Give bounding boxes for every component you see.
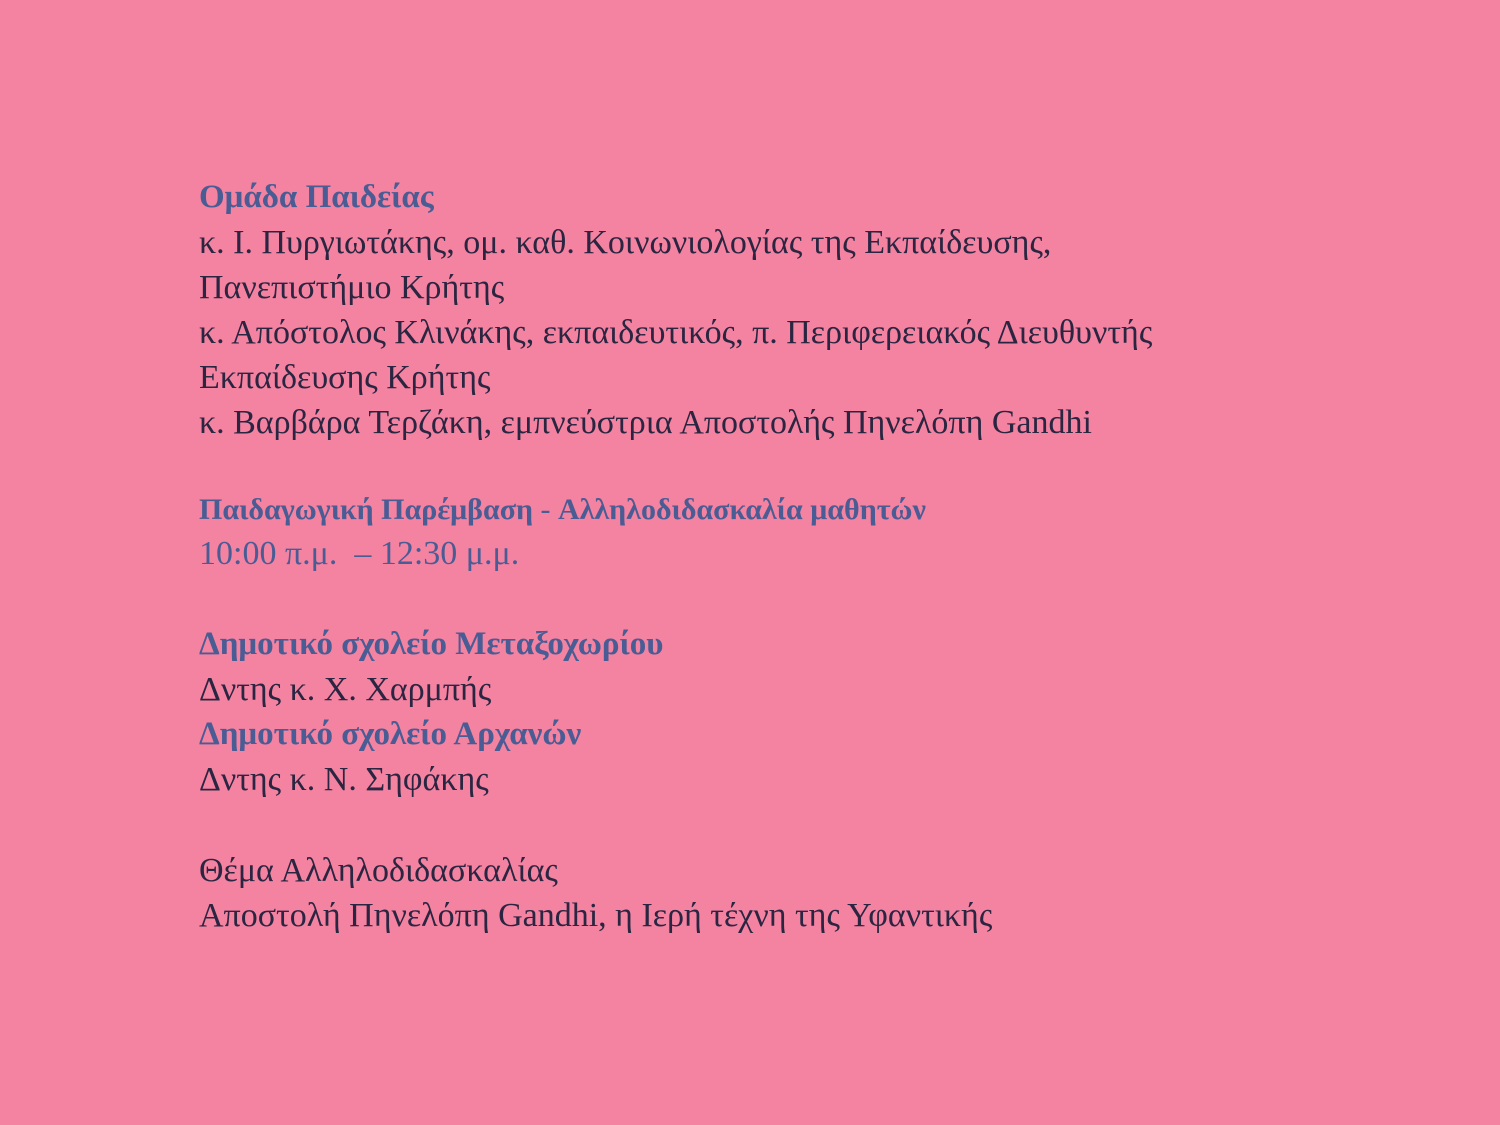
intervention-title-part1: Παιδαγωγική Παρέμβαση <box>199 493 534 526</box>
school-director: Δντης κ. Χ. Χαρμπής <box>199 671 492 708</box>
spacer <box>199 445 1399 489</box>
theme-label: Θέμα Αλληλοδιδασκαλίας <box>199 852 558 889</box>
school-name: Δημοτικό σχολείο Μεταξοχωρίου <box>199 626 664 662</box>
intervention-title-separator: - <box>533 493 559 526</box>
intervention-time: 10:00 π.μ. – 12:30 μ.μ. <box>199 535 520 572</box>
intervention-title-part2: Αλληλοδιδασκαλία μαθητών <box>558 493 926 526</box>
school-name: Δημοτικό σχολείο Αρχανών <box>199 716 582 752</box>
team-member-line: Εκπαίδευσης Κρήτης <box>199 359 491 396</box>
intervention-title <box>199 489 1399 531</box>
spacer <box>199 802 1399 848</box>
school-director: Δντης κ. Ν. Σηφάκης <box>199 761 489 798</box>
team-member-line: κ. Ι. Πυργιωτάκης, ομ. καθ. Κοινωνιολογίας της Εκπαίδευσης, <box>199 224 1052 261</box>
team-member-line: Πανεπιστήμιο Κρήτης <box>199 269 505 306</box>
team-member-line: κ. Βαρβάρα Τερζάκη, εμπνεύστρια Αποστολής Πηνελόπη Gandhi <box>199 404 1092 441</box>
theme-value: Αποστολή Πηνελόπη Gandhi, η Ιερή τέχνη της Υφαντικής <box>199 897 993 934</box>
spacer <box>199 576 1399 622</box>
document-page <box>199 175 1399 938</box>
education-team-heading: Ομάδα Παιδείας <box>199 179 434 215</box>
team-member-line: κ. Απόστολος Κλινάκης, εκπαιδευτικός, π. Περιφερειακός Διευθυντής <box>199 314 1153 351</box>
